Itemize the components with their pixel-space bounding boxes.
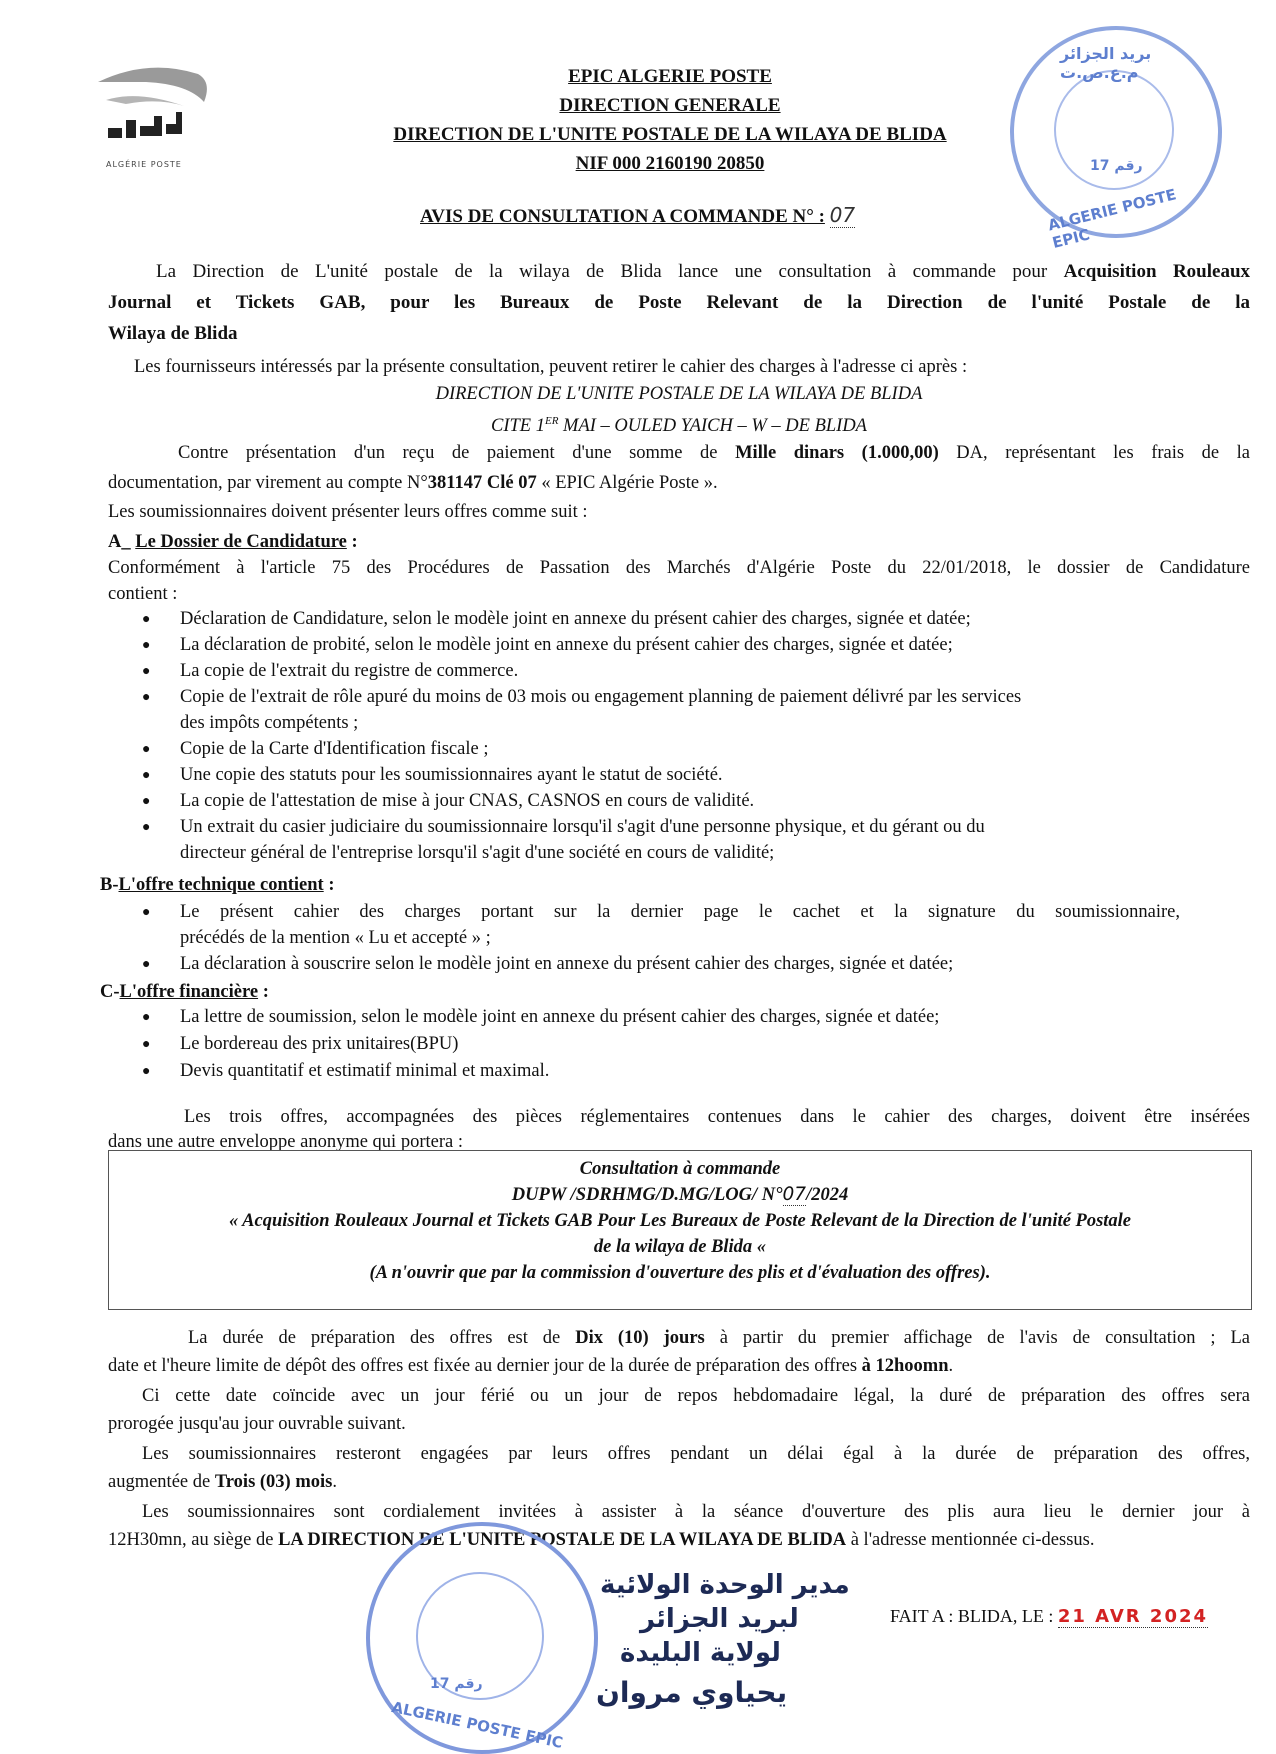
stamp-french-text: ALGERIE POSTE EPIC [1046,185,1178,253]
list-item: Un extrait du casier judiciaire du soumissionnaire lorsqu'il s'agit d'une personne physique, et du gérant ou du [180,817,985,837]
closing-text-6: augmentée de [108,1472,211,1492]
stamp-number: رقم 17 [1090,158,1143,174]
list-item: Le bordereau des prix unitaires(BPU) [180,1034,459,1054]
section-c-colon: : [258,982,269,1002]
closing-text-2: à partir du premier affichage de l'avis de consultation ; La [719,1328,1251,1348]
section-a-text-2: contient : [108,584,178,604]
avis-label: AVIS DE CONSULTATION A COMMANDE N° : [420,206,825,227]
closing-line-5 [108,1442,1250,1466]
address-cite: CITE 1 [491,416,545,437]
section-b-title: L'offre technique contient [118,875,324,895]
closing-text-9: à l'adresse mentionnée ci-dessus. [850,1530,1095,1550]
list-item-continuation: directeur général de l'entreprise lorsqu'il s'agit d'une société en cours de validité; [180,843,775,863]
section-a-heading [108,530,358,554]
closing-duration: Dix (10) jours [575,1328,705,1348]
closing-text-5: Les soumissionnaires resteront engagées par leurs offres pendant un délai égal à la durée de préparation des offres, [142,1444,1250,1464]
intro-line-3: Wilaya de Blida [108,323,238,344]
section-a-text-1: Conformément à l'article 75 des Procédures de Passation des Marchés d'Algérie Poste du 22/01/2018, le dossier de Candidature [108,558,1250,578]
closing-venue: LA DIRECTION DE L'UNITE POSTALE DE LA WILAYA DE BLIDA [278,1530,847,1550]
address-rest: MAI – OULED YAICH – W – DE BLIDA [558,416,867,437]
closing-line-2: date et l'heure limite de dépôt des offres est fixée au dernier jour de la durée de préparation des offres à 12hoomn. [108,1356,954,1376]
stamp-number: رقم 17 [430,1676,483,1692]
logo-swoosh-icon [88,60,218,155]
date-label: FAIT A : BLIDA, LE : [890,1606,1054,1626]
header-direction: DIRECTION GENERALE [559,95,781,116]
intro-bold-1: Acquisition Rouleaux [1063,261,1251,282]
section-c-title: L'offre financière [119,982,259,1002]
box-reference: DUPW /SDRHMG/D.MG/LOG/ N° [511,1185,783,1205]
stamp-french-text: ALGERIE POSTE EPIC [390,1698,565,1752]
list-item: La copie de l'extrait du registre de commerce. [180,661,519,681]
intro-text-1: La Direction de L'unité postale de la wilaya de Blida lance une consultation à commande pour [156,261,1048,282]
list-item: La copie de l'attestation de mise à jour CNAS, CASNOS en cours de validité. [180,791,755,811]
box-line-1: Consultation à commande [579,1159,781,1179]
bullet-icon: ● [142,905,151,920]
bullet-icon: ● [142,664,151,679]
bullet-icon: ● [142,742,151,757]
box-line-3: « Acquisition Rouleaux Journal et Tickets GAB Pour Les Bureaux de Poste Relevant de la Direction de l'unité Postale [228,1211,1132,1231]
box-line-5: (A n'ouvrir que par la commission d'ouverture des plis et d'évaluation des offres). [369,1263,991,1283]
signatory-name: يحياوي مروان [596,1676,788,1709]
bullet-icon: ● [142,957,151,972]
address-sup: ER [544,415,559,427]
closing-line-8 [108,1528,1094,1552]
signature-title-line-2: لبريد الجزائر [640,1604,799,1634]
bullet-icon: ● [142,794,151,809]
intro-line-1 [108,260,1250,284]
bullet-icon: ● [142,1064,151,1079]
bullet-icon: ● [142,612,151,627]
signature-title-line-1: مدير الوحدة الولائية [600,1570,850,1600]
box-line-2 [109,1183,1251,1207]
section-c-prefix: C- [100,982,120,1002]
list-item: La déclaration à souscrire selon le modèle joint en annexe du présent cahier des charges, signée et datée; [180,954,954,974]
closing-line-7 [108,1500,1250,1524]
logo-subtitle: ALGÉRIE POSTE [106,160,182,169]
offers-text-1: Les trois offres, accompagnées des pièces réglementaires contenues dans le cahier des charges, doivent être insérées [184,1107,1250,1127]
offers-line-2: dans une autre enveloppe anonyme qui portera : [108,1132,463,1152]
list-item: Devis quantitatif et estimatif minimal et maximal. [180,1061,550,1081]
bullet-icon: ● [142,1037,151,1052]
payment-line-2 [108,471,718,495]
closing-text-7: Les soumissionnaires sont cordialement invitées à assister à la séance d'ouverture des plis aura lieu le dernier jour à [142,1502,1250,1522]
payment-account: 381147 Clé 07 [427,473,537,493]
stamp-arabic-text: بريد الجزائر م.ع.ص.ت [1060,44,1152,82]
box-number: 07 [782,1184,807,1205]
payment-text-4: « EPIC Algérie Poste ». [536,473,718,493]
bullet-icon: ● [142,638,151,653]
intro-line-4: Les fournisseurs intéressés par la présente consultation, peuvent retirer le cahier des charges à l'adresse ci après : [134,357,968,377]
official-stamp-bottom [366,1522,598,1754]
bullet-icon: ● [142,690,151,705]
address-line-2 [108,409,1250,438]
payment-text-2: DA, représentant les frais de la [956,443,1251,463]
payment-amount: Mille dinars (1.000,00) [735,443,939,463]
section-b-colon: : [323,875,335,895]
offers-line-1 [108,1105,1250,1129]
box-year: /2024 [806,1185,849,1205]
closing-time: à 12hoomn [861,1356,949,1376]
avis-title [420,203,855,228]
official-stamp-top [1010,26,1222,253]
list-item-continuation: précédés de la mention « Lu et accepté » ; [180,928,491,948]
list-item: Une copie des statuts pour les soumissionnaires ayant le statut de société. [180,765,723,785]
closing-line-6: augmentée de Trois (03) mois. [108,1472,337,1492]
closing-text-8: 12H30mn, au siège de [108,1530,274,1550]
list-item: Déclaration de Candidature, selon le modèle joint en annexe du présent cahier des charges, signée et datée; [180,609,971,629]
avis-number: 07 [829,203,856,227]
closing-text-3: date et l'heure limite de dépôt des offres est fixée au dernier jour de la durée de préparation des offres [108,1356,858,1376]
section-c-heading [100,980,269,1004]
section-b-prefix: B- [100,875,119,895]
section-a-prefix: A_ [108,532,131,552]
date-stamp: 21 AVR 2024 [1057,1606,1209,1627]
section-a-title: Le Dossier de Candidature [135,532,347,552]
header-unit: DIRECTION DE L'UNITE POSTALE DE LA WILAYA DE BLIDA [393,124,947,145]
closing-line-4: prorogée jusqu'au jour ouvrable suivant. [108,1414,406,1434]
signature-title-line-3: لولاية البليدة [620,1638,781,1668]
list-item: La déclaration de probité, selon le modèle joint en annexe du présent cahier des charges, signée et datée; [180,635,953,655]
bullet-icon: ● [142,768,151,783]
address-line-1: DIRECTION DE L'UNITE POSTALE DE LA WILAYA DE BLIDA [435,384,923,404]
payment-text-3: documentation, par virement au compte N° [108,473,428,493]
bullet-icon: ● [142,1010,151,1025]
offers-intro: Les soumissionnaires doivent présenter leurs offres comme suit : [108,502,588,522]
payment-text-1: Contre présentation d'un reçu de paiement d'une somme de [178,443,718,463]
closing-text-1: La durée de préparation des offres est de [188,1328,561,1348]
header-nif: NIF 000 2160190 20850 [575,153,765,174]
date-line [890,1604,1208,1629]
list-item: Le présent cahier des charges portant sur la dernier page le cachet et la signature du soumissionnaire, [180,902,1180,922]
envelope-label-box [108,1150,1252,1310]
section-a-colon: : [346,532,358,552]
algerie-poste-logo [88,60,218,175]
closing-validity: Trois (03) mois [214,1472,333,1492]
section-b-heading [100,873,335,897]
list-item: Copie de la Carte d'Identification fiscale ; [180,739,489,759]
payment-line-1 [108,441,1250,465]
list-item-continuation: des impôts compétents ; [180,713,359,733]
intro-line-2: Journal et Tickets GAB, pour les Bureaux de Poste Relevant de la Direction de l'unité Postale de la [108,292,1250,313]
list-item: La lettre de soumission, selon le modèle joint en annexe du présent cahier des charges, signée et datée; [180,1007,940,1027]
bullet-icon: ● [142,820,151,835]
closing-line-3 [108,1384,1250,1408]
list-item: Copie de l'extrait de rôle apuré du moins de 03 mois ou engagement planning de paiement délivré par les services [180,687,1022,707]
box-line-4: de la wilaya de Blida « [593,1237,767,1257]
closing-text-4: Ci cette date coïncide avec un jour férié ou un jour de repos hebdomadaire légal, la duré de préparation des offres sera [142,1386,1250,1406]
header-org: EPIC ALGERIE POSTE [568,66,772,87]
closing-line-1 [108,1326,1250,1350]
